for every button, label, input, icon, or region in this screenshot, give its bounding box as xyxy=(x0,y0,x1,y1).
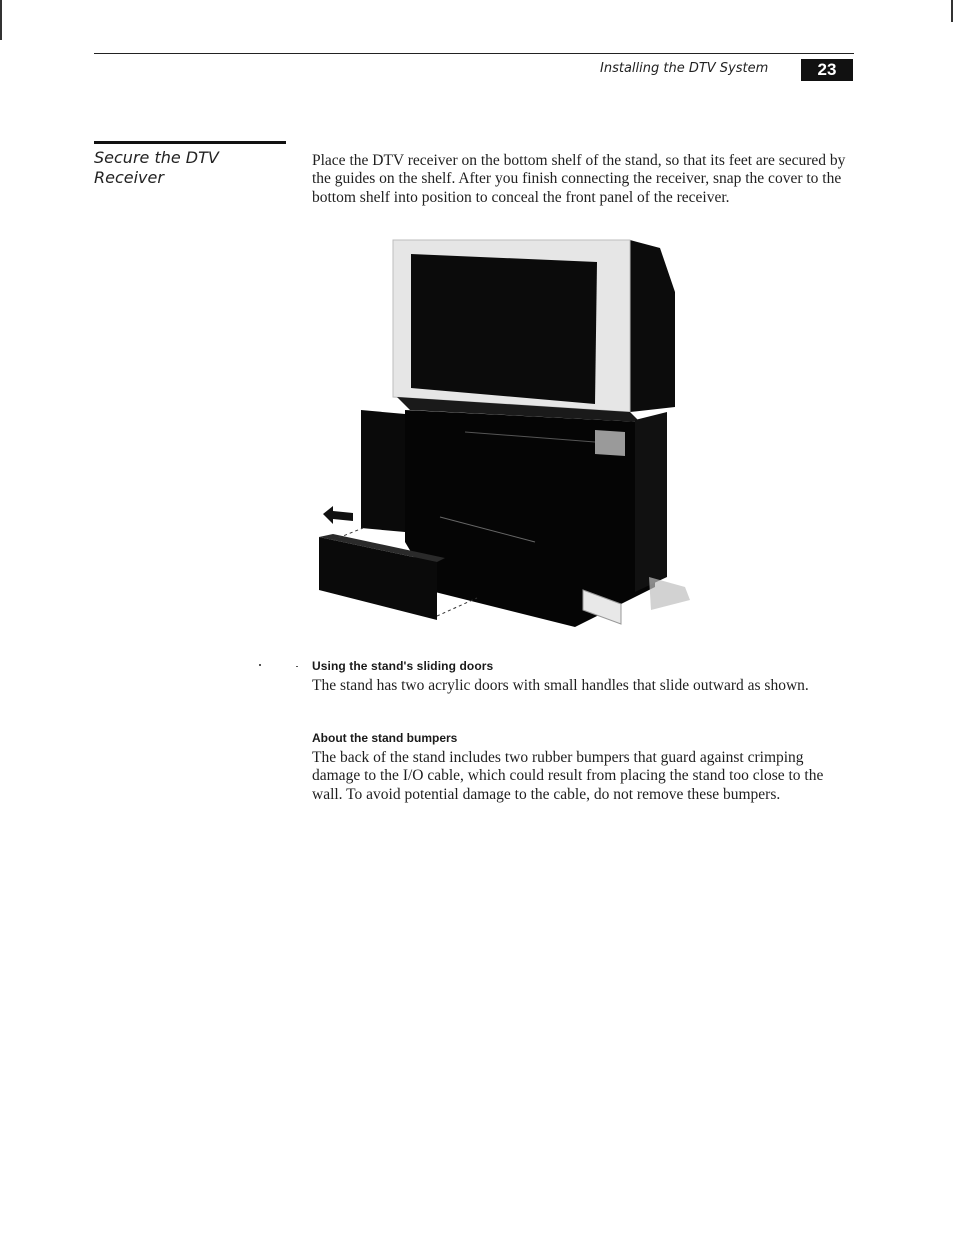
tv-stand-illustration xyxy=(305,232,705,632)
sliding-doors-paragraph: The stand has two acrylic doors with small handles that slide outward as shown. xyxy=(312,677,809,694)
margin-dot-2 xyxy=(296,666,298,667)
sidebar-rule xyxy=(94,141,286,144)
running-header-title: Installing the DTV System xyxy=(600,61,769,76)
scan-edge-mark-right xyxy=(951,0,953,22)
header-rule xyxy=(94,53,854,54)
slide-arrow-icon xyxy=(323,506,353,524)
guide-dash-2 xyxy=(437,598,477,616)
tv-side-panel xyxy=(630,240,675,412)
bumpers-paragraph: The back of the stand includes two rubber bumpers that guard against crimping damage to the I/O cable, which could result from placing the stand too close to the wall. To avoid potential damage to the cable, do not remove these bumpers. xyxy=(312,749,824,803)
margin-dot-1 xyxy=(259,664,261,666)
bumper-shadow xyxy=(649,577,690,610)
intro-paragraph: Place the DTV receiver on the bottom shelf of the stand, so that its feet are secured by the guides on the shelf. After you finish connecting the receiver, snap the cover to the bottom shelf into position to conceal the front panel of the receiver. xyxy=(312,152,846,206)
page-number-badge: 23 xyxy=(801,59,853,81)
shelf-highlight xyxy=(595,430,625,456)
scan-edge-mark-left xyxy=(0,0,2,40)
subheading-sliding-doors: Using the stand's sliding doors xyxy=(312,659,494,673)
stand-right-side xyxy=(635,412,667,592)
tv-screen xyxy=(411,254,597,404)
section-heading: Secure the DTV Receiver xyxy=(94,148,219,187)
subheading-bumpers: About the stand bumpers xyxy=(312,731,458,745)
stand-left-door xyxy=(361,410,405,532)
